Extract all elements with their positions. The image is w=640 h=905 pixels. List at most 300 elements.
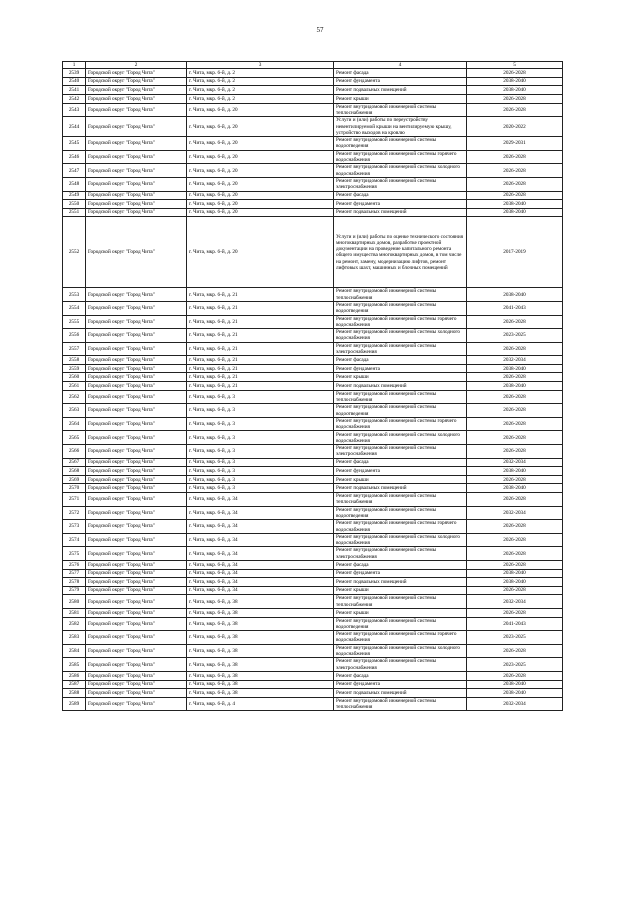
municipality-cell: Городской округ "Город Чита" — [86, 164, 187, 178]
period-cell: 2026-2028 — [467, 671, 563, 680]
address-cell: г. Чита, мкр. 6-й, д. 21 — [187, 373, 334, 382]
municipality-cell: Городской округ "Город Чита" — [86, 382, 187, 391]
row-number-cell: 2540 — [63, 77, 86, 86]
period-cell: 2041-2043 — [467, 617, 563, 631]
work-type-cell: Ремонт внутридомовой инженерной системы электроснабжения — [334, 342, 467, 356]
table-row — [63, 608, 563, 617]
address-cell: г. Чита, мкр. 6-й, д. 34 — [187, 520, 334, 534]
period-cell: 2026-2028 — [467, 533, 563, 547]
address-cell: г. Чита, мкр. 6-й, д. 20 — [187, 137, 334, 151]
work-type-cell: Ремонт фасада — [334, 191, 467, 200]
table-row — [63, 431, 563, 445]
row-number-cell: 2584 — [63, 644, 86, 658]
table-row — [63, 578, 563, 587]
table-row — [63, 342, 563, 356]
row-number-cell: 2582 — [63, 617, 86, 631]
row-number-cell: 2574 — [63, 533, 86, 547]
row-number-cell: 2572 — [63, 506, 86, 520]
table-header-row — [63, 62, 563, 69]
row-number-cell: 2565 — [63, 431, 86, 445]
table-row — [63, 103, 563, 117]
address-cell: г. Чита, мкр. 6-й, д. 20 — [187, 217, 334, 288]
row-number-cell: 2549 — [63, 191, 86, 200]
address-cell: г. Чита, мкр. 6-й, д. 38 — [187, 671, 334, 680]
work-type-cell: Ремонт внутридомовой инженерной системы холодного водоснабжения — [334, 164, 467, 178]
work-type-cell: Ремонт внутридомовой инженерной системы холодного водоснабжения — [334, 644, 467, 658]
work-type-cell: Ремонт внутридомовой инженерной системы холодного водоснабжения — [334, 329, 467, 343]
table-row — [63, 560, 563, 569]
municipality-cell: Городской округ "Город Чита" — [86, 617, 187, 631]
row-number-cell: 2566 — [63, 445, 86, 459]
address-cell: г. Чита, мкр. 6-й, д. 38 — [187, 608, 334, 617]
address-cell: г. Чита, мкр. 6-й, д. 2 — [187, 77, 334, 86]
table-row — [63, 697, 563, 711]
row-number-cell: 2555 — [63, 315, 86, 329]
row-number-cell: 2544 — [63, 117, 86, 137]
table-row — [63, 658, 563, 672]
period-cell: 2038-2040 — [467, 288, 563, 302]
work-type-cell: Ремонт крыши — [334, 475, 467, 484]
address-cell: г. Чита, мкр. 6-й, д. 34 — [187, 533, 334, 547]
municipality-cell: Городской округ "Город Чита" — [86, 560, 187, 569]
period-cell: 2017-2019 — [467, 217, 563, 288]
table-row — [63, 404, 563, 418]
municipality-cell: Городской округ "Город Чита" — [86, 445, 187, 459]
work-type-cell: Ремонт внутридомовой инженерной системы горячего водоснабжения — [334, 315, 467, 329]
period-cell: 2023-2025 — [467, 658, 563, 672]
row-number-cell: 2579 — [63, 586, 86, 595]
row-number-cell: 2548 — [63, 177, 86, 191]
municipality-cell: Городской округ "Город Чита" — [86, 631, 187, 645]
address-cell: г. Чита, мкр. 6-й, д. 34 — [187, 569, 334, 578]
table-row — [63, 547, 563, 561]
work-type-cell: Ремонт фасада — [334, 458, 467, 467]
row-number-cell: 2553 — [63, 288, 86, 302]
municipality-cell: Городской округ "Город Чита" — [86, 595, 187, 609]
table-row — [63, 177, 563, 191]
table-row — [63, 475, 563, 484]
column-header: 1 — [63, 62, 86, 69]
table-row — [63, 315, 563, 329]
address-cell: г. Чита, мкр. 6-й, д. 21 — [187, 364, 334, 373]
table-row — [63, 569, 563, 578]
period-cell: 2032-2034 — [467, 595, 563, 609]
table-row — [63, 356, 563, 365]
period-cell: 2032-2034 — [467, 458, 563, 467]
work-type-cell: Ремонт фундамента — [334, 569, 467, 578]
period-cell: 2038-2040 — [467, 680, 563, 689]
work-type-cell: Услуги и (или) работы по переустройству невентилируемой крыши на вентилируемую крышу, устройство выходов на кровлю — [334, 117, 467, 137]
municipality-cell: Городской округ "Город Чита" — [86, 137, 187, 151]
work-type-cell: Ремонт внутридомовой инженерной системы горячего водоснабжения — [334, 150, 467, 164]
address-cell: г. Чита, мкр. 6-й, д. 21 — [187, 356, 334, 365]
row-number-cell: 2564 — [63, 417, 86, 431]
row-number-cell: 2560 — [63, 373, 86, 382]
table-row — [63, 484, 563, 493]
period-cell: 2026-2028 — [467, 315, 563, 329]
period-cell: 2020-2022 — [467, 117, 563, 137]
municipality-cell: Городской округ "Город Чита" — [86, 506, 187, 520]
table-row — [63, 208, 563, 217]
work-type-cell: Ремонт фасада — [334, 69, 467, 78]
work-type-cell: Услуги и (или) работы по оценке технического состояния многоквартирных домов, разработке проектной документации на проведение капитального ремонта общего имущества многоквартирных домов, в том числе на ремонт, замену, модернизацию лифтов, ремонт лифтовых шахт, машинных и блочных помещений — [334, 217, 467, 288]
address-cell: г. Чита, мкр. 6-й, д. 3 — [187, 445, 334, 459]
period-cell: 2026-2028 — [467, 644, 563, 658]
work-type-cell: Ремонт внутридомовой инженерной системы горячего водоснабжения — [334, 417, 467, 431]
row-number-cell: 2568 — [63, 467, 86, 476]
table-row — [63, 301, 563, 315]
period-cell: 2026-2028 — [467, 191, 563, 200]
table-row — [63, 644, 563, 658]
municipality-cell: Городской округ "Город Чита" — [86, 94, 187, 103]
municipality-cell: Городской округ "Город Чита" — [86, 342, 187, 356]
municipality-cell: Городской округ "Город Чита" — [86, 671, 187, 680]
work-type-cell: Ремонт фундамента — [334, 364, 467, 373]
table-row — [63, 493, 563, 507]
row-number-cell: 2562 — [63, 390, 86, 404]
page-number: 57 — [316, 26, 324, 34]
work-type-cell: Ремонт внутридомовой инженерной системы электроснабжения — [334, 445, 467, 459]
municipality-cell: Городской округ "Город Чита" — [86, 569, 187, 578]
municipality-cell: Городской округ "Город Чита" — [86, 191, 187, 200]
address-cell: г. Чита, мкр. 6-й, д. 21 — [187, 301, 334, 315]
row-number-cell: 2576 — [63, 560, 86, 569]
work-type-cell: Ремонт внутридомовой инженерной системы электроснабжения — [334, 547, 467, 561]
period-cell: 2026-2028 — [467, 608, 563, 617]
address-cell: г. Чита, мкр. 6-й, д. 3 — [187, 484, 334, 493]
period-cell: 2026-2028 — [467, 177, 563, 191]
row-number-cell: 2585 — [63, 658, 86, 672]
table-row — [63, 467, 563, 476]
municipality-cell: Городской округ "Город Чита" — [86, 658, 187, 672]
period-cell: 2026-2028 — [467, 431, 563, 445]
work-type-cell: Ремонт внутридомовой инженерной системы водоотведения — [334, 137, 467, 151]
table-row — [63, 586, 563, 595]
table-row — [63, 217, 563, 288]
address-cell: г. Чита, мкр. 6-й, д. 21 — [187, 315, 334, 329]
municipality-cell: Городской округ "Город Чита" — [86, 475, 187, 484]
row-number-cell: 2556 — [63, 329, 86, 343]
table-row — [63, 86, 563, 95]
work-type-cell: Ремонт внутридомовой инженерной системы электроснабжения — [334, 658, 467, 672]
period-cell: 2026-2028 — [467, 493, 563, 507]
period-cell: 2026-2028 — [467, 94, 563, 103]
period-cell: 2038-2040 — [467, 689, 563, 698]
address-cell: г. Чита, мкр. 6-й, д. 38 — [187, 658, 334, 672]
period-cell: 2026-2028 — [467, 586, 563, 595]
period-cell: 2038-2040 — [467, 467, 563, 476]
address-cell: г. Чита, мкр. 6-й, д. 20 — [187, 103, 334, 117]
work-type-cell: Ремонт внутридомовой инженерной системы холодного водоснабжения — [334, 431, 467, 445]
table-row — [63, 200, 563, 209]
period-cell: 2026-2028 — [467, 390, 563, 404]
municipality-cell: Городской округ "Город Чита" — [86, 217, 187, 288]
address-cell: г. Чита, мкр. 6-й, д. 38 — [187, 595, 334, 609]
municipality-cell: Городской округ "Город Чита" — [86, 329, 187, 343]
address-cell: г. Чита, мкр. 6-й, д. 38 — [187, 680, 334, 689]
period-cell: 2038-2040 — [467, 77, 563, 86]
address-cell: г. Чита, мкр. 6-й, д. 34 — [187, 586, 334, 595]
table-row — [63, 382, 563, 391]
table-row — [63, 117, 563, 137]
work-type-cell: Ремонт внутридомовой инженерной системы водоотведения — [334, 617, 467, 631]
address-cell: г. Чита, мкр. 6-й, д. 3 — [187, 431, 334, 445]
period-cell: 2038-2040 — [467, 484, 563, 493]
row-number-cell: 2552 — [63, 217, 86, 288]
work-type-cell: Ремонт фундамента — [334, 200, 467, 209]
municipality-cell: Городской округ "Город Чита" — [86, 520, 187, 534]
period-cell: 2026-2028 — [467, 560, 563, 569]
period-cell: 2026-2028 — [467, 164, 563, 178]
municipality-cell: Городской округ "Город Чита" — [86, 533, 187, 547]
row-number-cell: 2581 — [63, 608, 86, 617]
row-number-cell: 2543 — [63, 103, 86, 117]
row-number-cell: 2554 — [63, 301, 86, 315]
period-cell: 2032-2034 — [467, 356, 563, 365]
table-row — [63, 445, 563, 459]
municipality-cell: Городской округ "Город Чита" — [86, 431, 187, 445]
municipality-cell: Городской округ "Город Чита" — [86, 86, 187, 95]
municipality-cell: Городской округ "Город Чита" — [86, 458, 187, 467]
table-row — [63, 77, 563, 86]
row-number-cell: 2542 — [63, 94, 86, 103]
row-number-cell: 2578 — [63, 578, 86, 587]
table-row — [63, 506, 563, 520]
period-cell: 2038-2040 — [467, 364, 563, 373]
municipality-cell: Городской округ "Город Чита" — [86, 77, 187, 86]
municipality-cell: Городской округ "Город Чита" — [86, 689, 187, 698]
table-row — [63, 191, 563, 200]
work-type-cell: Ремонт фундамента — [334, 680, 467, 689]
period-cell: 2026-2028 — [467, 342, 563, 356]
address-cell: г. Чита, мкр. 6-й, д. 20 — [187, 191, 334, 200]
row-number-cell: 2575 — [63, 547, 86, 561]
table-row — [63, 631, 563, 645]
municipality-cell: Городской округ "Город Чита" — [86, 103, 187, 117]
row-number-cell: 2558 — [63, 356, 86, 365]
column-header: 4 — [334, 62, 467, 69]
row-number-cell: 2577 — [63, 569, 86, 578]
work-type-cell: Ремонт фундамента — [334, 467, 467, 476]
row-number-cell: 2571 — [63, 493, 86, 507]
address-cell: г. Чита, мкр. 6-й, д. 2 — [187, 94, 334, 103]
address-cell: г. Чита, мкр. 6-й, д. 3 — [187, 404, 334, 418]
period-cell: 2026-2028 — [467, 417, 563, 431]
address-cell: г. Чита, мкр. 6-й, д. 38 — [187, 689, 334, 698]
work-type-cell: Ремонт внутридомовой инженерной системы электроснабжения — [334, 177, 467, 191]
row-number-cell: 2539 — [63, 69, 86, 78]
period-cell: 2023-2025 — [467, 631, 563, 645]
column-header: 2 — [86, 62, 187, 69]
work-type-cell: Ремонт фасада — [334, 671, 467, 680]
table-row — [63, 329, 563, 343]
address-cell: г. Чита, мкр. 6-й, д. 21 — [187, 382, 334, 391]
address-cell: г. Чита, мкр. 6-й, д. 34 — [187, 578, 334, 587]
work-type-cell: Ремонт крыши — [334, 586, 467, 595]
table-row — [63, 680, 563, 689]
municipality-cell: Городской округ "Город Чита" — [86, 356, 187, 365]
repair-schedule-table — [62, 61, 563, 711]
work-type-cell: Ремонт внутридомовой инженерной системы водоотведения — [334, 301, 467, 315]
row-number-cell: 2583 — [63, 631, 86, 645]
period-cell: 2038-2040 — [467, 569, 563, 578]
address-cell: г. Чита, мкр. 6-й, д. 20 — [187, 177, 334, 191]
address-cell: г. Чита, мкр. 6-й, д. 21 — [187, 329, 334, 343]
row-number-cell: 2547 — [63, 164, 86, 178]
address-cell: г. Чита, мкр. 6-й, д. 34 — [187, 547, 334, 561]
period-cell: 2026-2028 — [467, 150, 563, 164]
work-type-cell: Ремонт подвальных помещений — [334, 86, 467, 95]
address-cell: г. Чита, мкр. 6-й, д. 2 — [187, 86, 334, 95]
address-cell: г. Чита, мкр. 6-й, д. 3 — [187, 467, 334, 476]
work-type-cell: Ремонт крыши — [334, 373, 467, 382]
address-cell: г. Чита, мкр. 6-й, д. 20 — [187, 150, 334, 164]
column-header: 3 — [187, 62, 334, 69]
period-cell: 2026-2028 — [467, 520, 563, 534]
row-number-cell: 2569 — [63, 475, 86, 484]
table-row — [63, 533, 563, 547]
table-row — [63, 617, 563, 631]
table-row — [63, 520, 563, 534]
period-cell: 2038-2040 — [467, 86, 563, 95]
municipality-cell: Городской округ "Город Чита" — [86, 467, 187, 476]
address-cell: г. Чита, мкр. 6-й, д. 4 — [187, 697, 334, 711]
municipality-cell: Городской округ "Город Чита" — [86, 177, 187, 191]
period-cell: 2029-2031 — [467, 137, 563, 151]
row-number-cell: 2570 — [63, 484, 86, 493]
work-type-cell: Ремонт внутридомовой инженерной системы теплоснабжения — [334, 493, 467, 507]
work-type-cell: Ремонт внутридомовой инженерной системы теплоснабжения — [334, 390, 467, 404]
address-cell: г. Чита, мкр. 6-й, д. 38 — [187, 644, 334, 658]
table-row — [63, 458, 563, 467]
period-cell: 2038-2040 — [467, 208, 563, 217]
row-number-cell: 2587 — [63, 680, 86, 689]
row-number-cell: 2567 — [63, 458, 86, 467]
table-row — [63, 417, 563, 431]
column-header: 5 — [467, 62, 563, 69]
row-number-cell: 2557 — [63, 342, 86, 356]
period-cell: 2032-2034 — [467, 506, 563, 520]
municipality-cell: Городской округ "Город Чита" — [86, 697, 187, 711]
row-number-cell: 2541 — [63, 86, 86, 95]
period-cell: 2038-2040 — [467, 382, 563, 391]
work-type-cell: Ремонт внутридомовой инженерной системы теплоснабжения — [334, 103, 467, 117]
row-number-cell: 2563 — [63, 404, 86, 418]
table-row — [63, 69, 563, 78]
period-cell: 2038-2040 — [467, 578, 563, 587]
address-cell: г. Чита, мкр. 6-й, д. 20 — [187, 164, 334, 178]
address-cell: г. Чита, мкр. 6-й, д. 38 — [187, 617, 334, 631]
row-number-cell: 2580 — [63, 595, 86, 609]
address-cell: г. Чита, мкр. 6-й, д. 3 — [187, 475, 334, 484]
table-row — [63, 94, 563, 103]
municipality-cell: Городской округ "Город Чита" — [86, 404, 187, 418]
work-type-cell: Ремонт внутридомовой инженерной системы теплоснабжения — [334, 697, 467, 711]
period-cell: 2038-2040 — [467, 200, 563, 209]
period-cell: 2026-2028 — [467, 547, 563, 561]
municipality-cell: Городской округ "Город Чита" — [86, 373, 187, 382]
period-cell: 2026-2028 — [467, 103, 563, 117]
period-cell: 2026-2028 — [467, 373, 563, 382]
row-number-cell: 2546 — [63, 150, 86, 164]
work-type-cell: Ремонт внутридомовой инженерной системы горячего водоснабжения — [334, 631, 467, 645]
municipality-cell: Городской округ "Город Чита" — [86, 484, 187, 493]
address-cell: г. Чита, мкр. 6-й, д. 20 — [187, 200, 334, 209]
municipality-cell: Городской округ "Город Чита" — [86, 301, 187, 315]
municipality-cell: Городской округ "Город Чита" — [86, 208, 187, 217]
row-number-cell: 2550 — [63, 200, 86, 209]
period-cell: 2032-2034 — [467, 697, 563, 711]
municipality-cell: Городской округ "Город Чита" — [86, 69, 187, 78]
municipality-cell: Городской округ "Город Чита" — [86, 644, 187, 658]
work-type-cell: Ремонт подвальных помещений — [334, 484, 467, 493]
row-number-cell: 2573 — [63, 520, 86, 534]
work-type-cell: Ремонт подвальных помещений — [334, 689, 467, 698]
work-type-cell: Ремонт внутридомовой инженерной системы теплоснабжения — [334, 595, 467, 609]
table-row — [63, 595, 563, 609]
municipality-cell: Городской округ "Город Чита" — [86, 417, 187, 431]
address-cell: г. Чита, мкр. 6-й, д. 3 — [187, 458, 334, 467]
address-cell: г. Чита, мкр. 6-й, д. 20 — [187, 117, 334, 137]
work-type-cell: Ремонт подвальных помещений — [334, 208, 467, 217]
row-number-cell: 2551 — [63, 208, 86, 217]
period-cell: 2023-2025 — [467, 329, 563, 343]
work-type-cell: Ремонт внутридомовой инженерной системы водоотведения — [334, 404, 467, 418]
period-cell: 2026-2028 — [467, 404, 563, 418]
address-cell: г. Чита, мкр. 6-й, д. 21 — [187, 342, 334, 356]
work-type-cell: Ремонт фасада — [334, 356, 467, 365]
address-cell: г. Чита, мкр. 6-й, д. 38 — [187, 631, 334, 645]
table-row — [63, 164, 563, 178]
work-type-cell: Ремонт внутридомовой инженерной системы водоотведения — [334, 506, 467, 520]
row-number-cell: 2545 — [63, 137, 86, 151]
municipality-cell: Городской округ "Город Чита" — [86, 150, 187, 164]
table-row — [63, 150, 563, 164]
period-cell: 2041-2043 — [467, 301, 563, 315]
row-number-cell: 2586 — [63, 671, 86, 680]
municipality-cell: Городской округ "Город Чита" — [86, 200, 187, 209]
row-number-cell: 2559 — [63, 364, 86, 373]
work-type-cell: Ремонт подвальных помещений — [334, 578, 467, 587]
period-cell: 2026-2028 — [467, 69, 563, 78]
table-row — [63, 671, 563, 680]
address-cell: г. Чита, мкр. 6-й, д. 34 — [187, 493, 334, 507]
address-cell: г. Чита, мкр. 6-й, д. 3 — [187, 417, 334, 431]
table-row — [63, 373, 563, 382]
work-type-cell: Ремонт внутридомовой инженерной системы теплоснабжения — [334, 288, 467, 302]
work-type-cell: Ремонт подвальных помещений — [334, 382, 467, 391]
municipality-cell: Городской округ "Город Чита" — [86, 493, 187, 507]
work-type-cell: Ремонт крыши — [334, 94, 467, 103]
municipality-cell: Городской округ "Город Чита" — [86, 586, 187, 595]
address-cell: г. Чита, мкр. 6-й, д. 34 — [187, 506, 334, 520]
work-type-cell: Ремонт крыши — [334, 608, 467, 617]
row-number-cell: 2588 — [63, 689, 86, 698]
period-cell: 2026-2028 — [467, 445, 563, 459]
table-row — [63, 137, 563, 151]
municipality-cell: Городской округ "Город Чита" — [86, 578, 187, 587]
row-number-cell: 2561 — [63, 382, 86, 391]
address-cell: г. Чита, мкр. 6-й, д. 34 — [187, 560, 334, 569]
work-type-cell: Ремонт фасада — [334, 560, 467, 569]
address-cell: г. Чита, мкр. 6-й, д. 21 — [187, 288, 334, 302]
table-row — [63, 288, 563, 302]
work-type-cell: Ремонт внутридомовой инженерной системы холодного водоснабжения — [334, 533, 467, 547]
municipality-cell: Городской округ "Город Чита" — [86, 547, 187, 561]
period-cell: 2026-2028 — [467, 475, 563, 484]
table-row — [63, 689, 563, 698]
table-row — [63, 364, 563, 373]
